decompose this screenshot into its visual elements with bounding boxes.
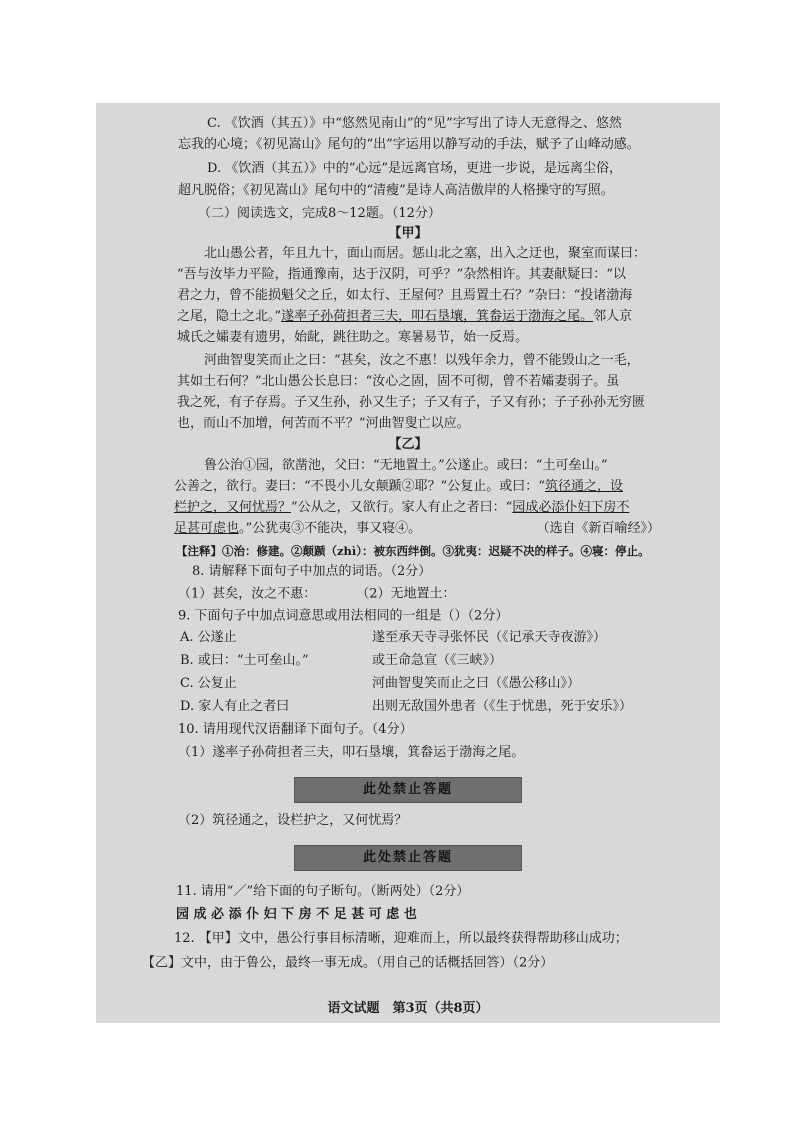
yi-line2-start: 公善之，欲行。妻曰：“不畏小儿女颠踬②耶？”公复止。或曰：“ [174, 479, 545, 494]
question-8: 8. 请解释下面句子中加点的词语。（2分） [192, 564, 432, 579]
exam-page [96, 103, 720, 1023]
section-2-heading: （二）阅读选文，完成8～12题。（12分） [198, 206, 441, 221]
passage-yi-heading: 【乙】 [388, 437, 428, 452]
q9-option-a-right: 遂至承天寺寻张怀民（《记承天寺夜游》） [372, 630, 607, 645]
passage-jia-heading: 【甲】 [388, 226, 428, 241]
no-answer-zone-banner-1: 此处禁止答题 [294, 777, 522, 803]
q9-option-a-left: A. 公遂止 [180, 630, 237, 645]
jia-line5: 城氏之孀妻有遗男，始龀，跳往助之。寒暑易节，始一反焉。 [177, 330, 529, 345]
option-d-line1: D. 《饮酒（其五）》中的“心远”是远离官场，更进一步说，是远离尘俗， [207, 161, 623, 176]
q8-item1-label: （1）甚矣，汝之不惠： [178, 586, 317, 602]
yi-boxed-sentence-part2: 足甚可虑也 [174, 521, 240, 536]
q10-sentence-2: （2）筑径通之，设栏护之，又何忧焉？ [178, 813, 408, 828]
page-footer: 语文试题 第3页（共8页） [327, 1001, 489, 1016]
jia-line8: 我之死，有子存焉。子又生孙，孙又生子；子又有子，子又有孙；子子孙孙无穷匮 [177, 395, 646, 410]
jia-line4-end: 邻人京 [593, 309, 633, 324]
annotation-notes: 【注释】①治：修建。②颠踬（zhì）：被东西绊倒。③犹夷：迟疑不决的样子。④寝：停止。 [176, 544, 650, 558]
jia-line3: 君之力，曾不能损魁父之丘，如太行、王屋何？且焉置土石？”杂曰：“投诸渤海 [177, 288, 633, 303]
q9-stem: 9. 下面句子中加点词意思或用法相同的一组是（ [178, 608, 455, 624]
question-11: 11. 请用“／”给下面的句子断句。（断两处）（2分） [176, 884, 470, 899]
question-10: 10. 请用现代汉语翻译下面句子。（4分） [178, 722, 413, 737]
jia-line1: 北山愚公者，年且九十，面山而居。惩山北之塞，出入之迂也，聚室而谋曰： [204, 246, 647, 261]
q9-option-d-left: D. 家人有止之者曰 [180, 699, 290, 714]
q10-sentence-1: （1）遂率子孙荷担者三夫，叩石垦壤，箕畚运于渤海之尾。 [178, 745, 525, 760]
yi-boxed-sentence-part1: 园成必添仆妇下房不 [512, 500, 630, 515]
jia-line7: 其如土石何？”北山愚公长息曰：“汝心之固，固不可彻，曾不若孀妻弱子。虽 [177, 374, 620, 389]
q9-option-b-right: 或王命急宣（《三峡》） [372, 653, 503, 668]
option-c-line1: C. 《饮酒（其五）》中“悠然见南山”的“见”字写出了诗人无意得之、悠然 [207, 116, 622, 131]
option-d-line2: 超凡脱俗；《初见嵩山》尾句中的“清瘦”是诗人高洁傲岸的人格操守的写照。 [178, 183, 614, 198]
yi-underlined-phrase-part1: 筑径通之，设 [544, 479, 623, 494]
yi-line2 [174, 477, 720, 497]
q8-item2-label: （2）无地置土： [356, 586, 456, 602]
yi-line4 [174, 519, 720, 539]
no-answer-zone-banner-2: 此处禁止答题 [294, 845, 522, 871]
q12-line2-start: 【乙】文中，由于鲁公 [142, 955, 273, 971]
yi-line4-middle: 。”公犹夷③不能决，事又寝④。 [239, 521, 422, 536]
q9-option-d-right: 出则无敌国外患者（《生于忧患，死于安乐》） [372, 699, 633, 714]
jia-line6: 河曲智叟笑而止之曰：“甚矣，汝之不惠！以残年余力，曾不能毁山之一毛， [204, 353, 640, 368]
jia-underlined-sentence: 遂率子孙荷担者三夫，叩石垦壤，箕畚运于渤海之尾。 [281, 309, 594, 324]
jia-line9: 也，而山不加增，何苦而不平？”河曲智叟亡以应。 [177, 416, 470, 431]
yi-source: （选自《新百喻经》） [536, 521, 660, 536]
q9-option-b-left: B. 或曰：“土可垒山。” [180, 653, 309, 668]
question-12-line2 [142, 953, 720, 974]
question-12-line1: 12. 【甲】文中，愚公行事目标清晰，迎难而上，所以最终获得帮助移山成功； [174, 931, 628, 946]
q9-score: ）（2分） [454, 608, 509, 624]
question-9 [178, 606, 720, 627]
jia-line4 [177, 307, 720, 327]
jia-line2: “吾与汝毕力平险，指通豫南，达于汉阴，可乎？”杂然相许。其妻献疑曰：“以 [177, 267, 626, 282]
q11-sentence: 园 成 必 添 仆 妇 下 房 不 足 甚 可 虑 也 [176, 907, 417, 922]
q12-line2-end: ，最终一事无成。（用自己的话概括回答）（2分） [272, 955, 554, 971]
yi-line3-middle: ”公从之，又欲行。家人有止之者曰：“ [291, 500, 513, 515]
yi-underlined-phrase-part2: 栏护之，又何忧焉？ [174, 500, 292, 515]
jia-line4-start: 之尾，隐土之北。” [177, 309, 282, 324]
q9-option-c-left: C. 公复止 [180, 676, 237, 691]
q9-option-c-right: 河曲智叟笑而止之曰（《愚公移山》） [372, 676, 581, 691]
option-c-line2: 忘我的心境；《初见嵩山》尾句的“出”字运用以静写动的手法，赋予了山峰动感。 [178, 137, 640, 152]
yi-line3 [174, 498, 720, 518]
yi-line1: 鲁公治①园，欲凿池，父曰：“无地置土。”公遂止。或曰：“土可垒山。” [204, 458, 608, 473]
question-8-items [178, 584, 720, 605]
